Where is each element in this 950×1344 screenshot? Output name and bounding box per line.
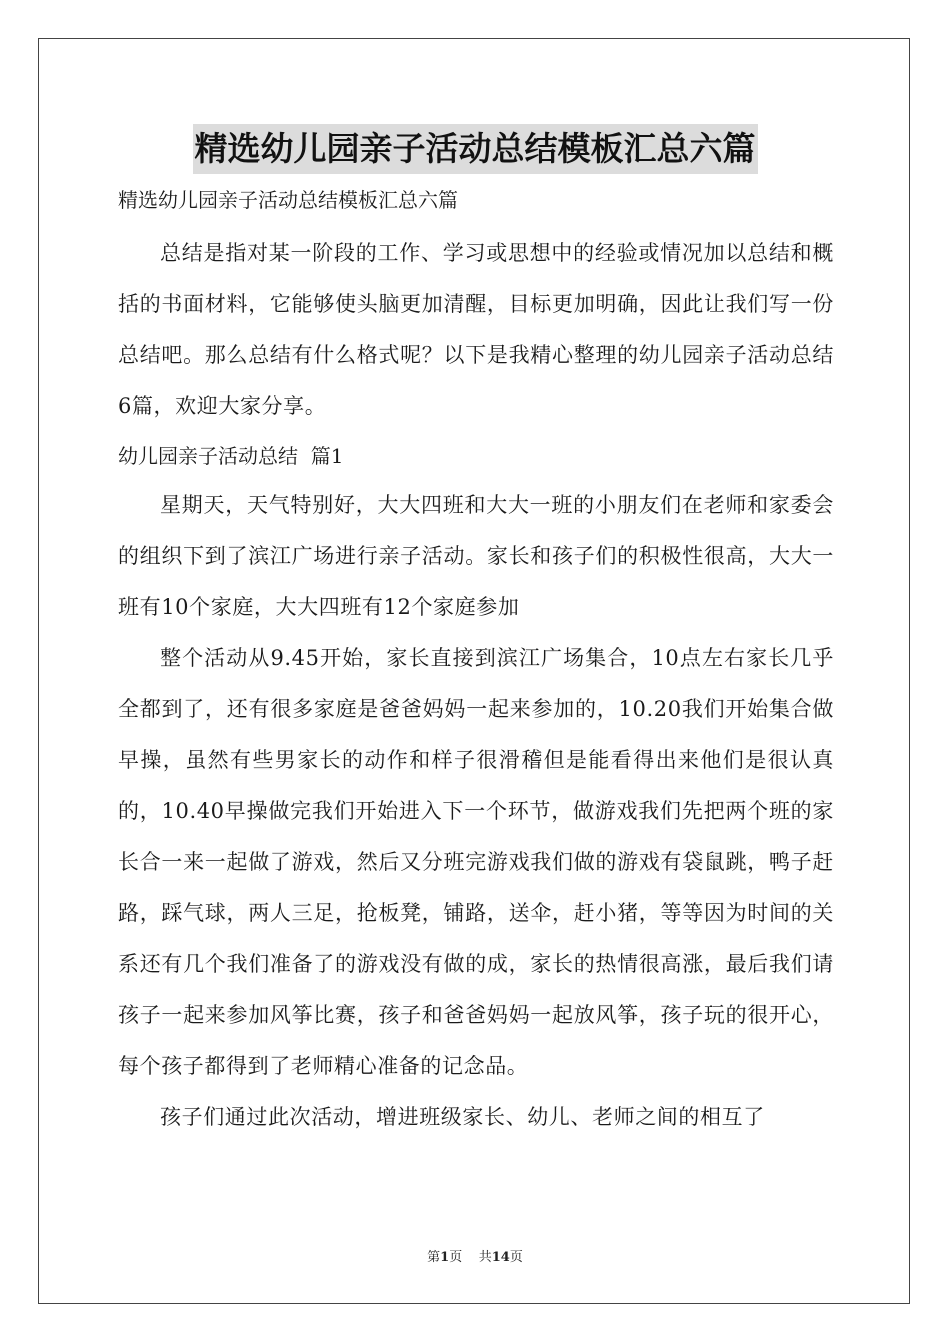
intro-paragraph: 总结是指对某一阶段的工作、学习或思想中的经验或情况加以总结和概括的书面材料，它能够使头脑更加清醒，目标更加明确，因此让我们写一份总结吧。那么总结有什么格式呢？以下是我精心整理的幼儿园亲子活动总结6篇，欢迎大家分享。 [118, 241, 834, 418]
body-paragraph-2: 整个活动从9.45开始，家长直接到滨江广场集合，10点左右家长几乎全都到了，还有很多家庭是爸爸妈妈一起来参加的，10.20我们开始集合做早操，虽然有些男家长的动作和样子很滑稽但是能看得出来他们是很认真的，10.40早操做完我们开始进入下一个环节，做游戏我们先把两个班的家长合一来一起做了游戏，然后又分班完游戏我们做的游戏有袋鼠跳，鸭子赶路，踩气球，两人三足，抢板凳，铺路，送伞，赶小猪，等等因为时间的关系还有几个我们准备了的游戏没有做的成，家长的热情很高涨，最后我们请孩子一起来参加风筝比赛，孩子和爸爸妈妈一起放风筝，孩子玩的很开心，每个孩子都得到了老师精心准备的记念品。 [118, 646, 834, 1078]
page-number: 1 [440, 1250, 450, 1265]
title-container [0, 124, 950, 174]
page-suffix: 页 [449, 1250, 463, 1265]
total-suffix: 页 [509, 1250, 523, 1265]
total-prefix: 共 [478, 1250, 492, 1265]
page-prefix: 第 [427, 1250, 441, 1265]
document-body [118, 180, 834, 1143]
body-paragraph-1: 星期天，天气特别好，大大四班和大大一班的小朋友们在老师和家委会的组织下到了滨江广场进行亲子活动。家长和孩子们的积极性很高，大大一班有10个家庭，大大四班有12个家庭参加 [118, 493, 834, 619]
document-subtitle: 精选幼儿园亲子活动总结模板汇总六篇 [118, 188, 458, 212]
page-footer [0, 1246, 950, 1265]
total-pages: 14 [491, 1250, 510, 1265]
section-heading: 幼儿园亲子活动总结 篇1 [118, 444, 344, 468]
document-title: 精选幼儿园亲子活动总结模板汇总六篇 [193, 124, 758, 174]
body-paragraph-3: 孩子们通过此次活动，增进班级家长、幼儿、老师之间的相互了 [160, 1105, 765, 1129]
